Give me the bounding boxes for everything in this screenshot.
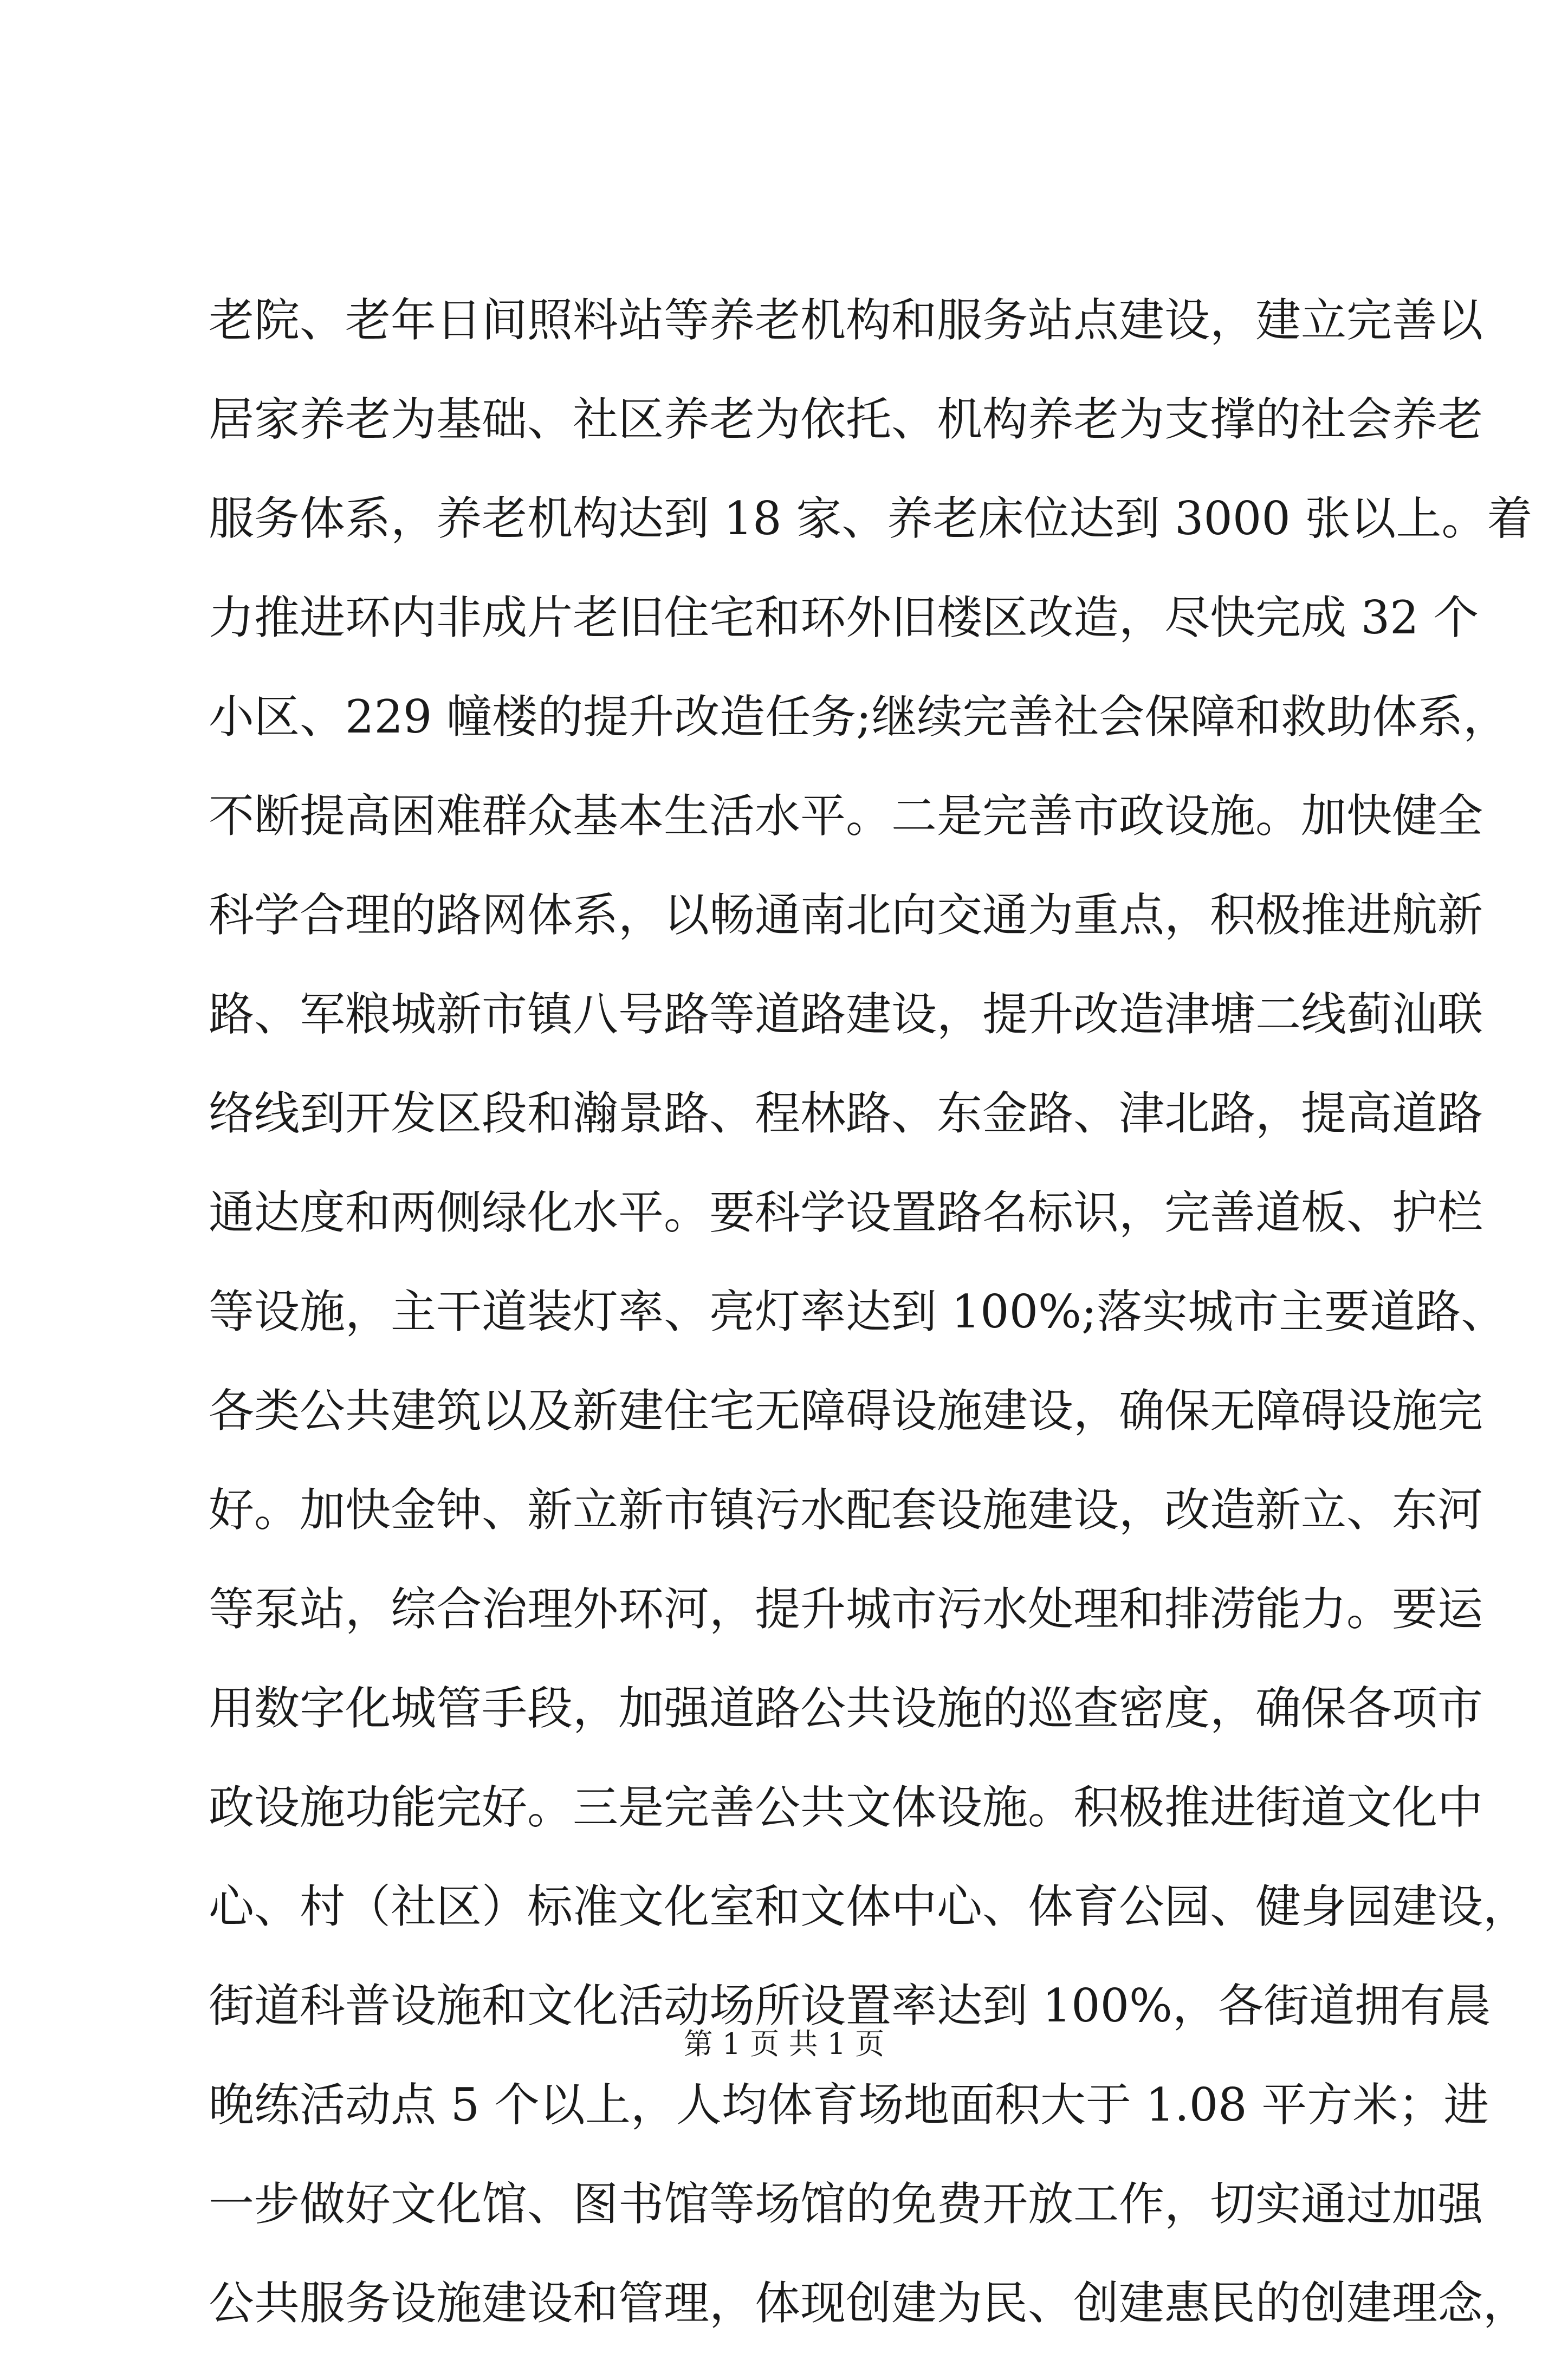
text-line: 好。加快金钟、新立新市镇污水配套设施建设，改造新立、东河 [209,1483,1483,1537]
text-line: 公共服务设施建设和管理，体现创建为民、创建惠民的创建理念， [209,2277,1529,2330]
text-line: 街道科普设施和文化活动场所设置率达到 100%，各街道拥有晨 [209,1979,1491,2032]
text-line: 不断提高困难群众基本生活水平。二是完善市政设施。加快健全 [209,789,1483,842]
text-line: 路、军粮城新市镇八号路等道路建设，提升改造津塘二线蓟汕联 [209,988,1483,1041]
text-line: 晚练活动点 5 个以上，人均体育场地面积大于 1.08 平方米；进 [209,2078,1489,2131]
text-line: 等泵站，综合治理外环河，提升城市污水处理和排涝能力。要运 [209,1583,1483,1636]
text-line: 政设施功能完好。三是完善公共文体设施。积极推进街道文化中 [209,1781,1483,1834]
text-line: 服务体系，养老机构达到 18 家、养老床位达到 3000 张以上。着 [209,492,1533,545]
text-line: 老院、老年日间照料站等养老机构和服务站点建设，建立完善以 [209,294,1483,347]
text-line: 小区、229 幢楼的提升改造任务;继续完善社会保障和救助体系， [209,690,1509,743]
text-line: 一步做好文化馆、图书馆等场馆的免费开放工作，切实通过加强 [209,2177,1483,2231]
text-line: 络线到开发区段和瀚景路、程林路、东金路、津北路，提高道路 [209,1087,1483,1140]
text-line: 居家养老为基础、社区养老为依托、机构养老为支撑的社会养老 [209,393,1483,446]
text-line: 通达度和两侧绿化水平。要科学设置路名标识，完善道板、护栏 [209,1186,1483,1239]
text-line: 各类公共建筑以及新建住宅无障碍设施建设，确保无障碍设施完 [209,1384,1483,1437]
text-line: 等设施，主干道装灯率、亮灯率达到 100%;落实城市主要道路、 [209,1285,1507,1338]
text-line: 心、村（社区）标准文化室和文体中心、体育公园、健身园建设， [209,1880,1529,1933]
text-line: 力推进环内非成片老旧住宅和环外旧楼区改造，尽快完成 32 个 [209,591,1479,644]
text-line: 科学合理的路网体系，以畅通南北向交通为重点，积极推进航新 [209,889,1483,942]
text-line: 用数字化城管手段，加强道路公共设施的巡查密度，确保各项市 [209,1682,1483,1735]
page-number-footer: 第 1 页 共 1 页 [683,2027,885,2061]
